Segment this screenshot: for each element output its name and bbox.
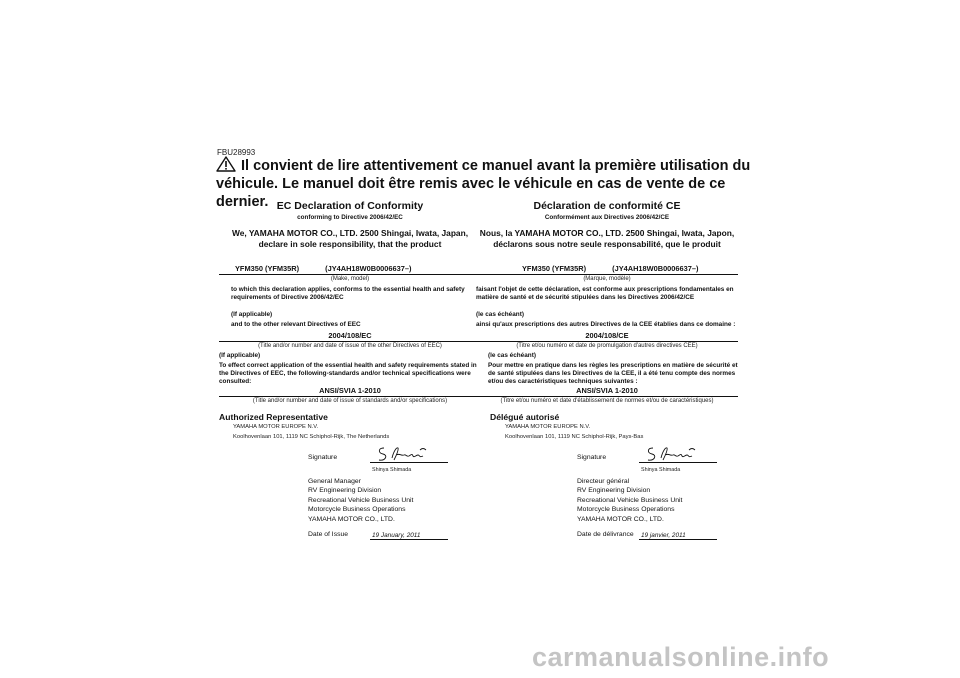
declaration-french [476, 200, 738, 544]
site-watermark: carmanualsonline.info [532, 642, 830, 672]
signature-block [308, 450, 448, 544]
issue-date-row [308, 530, 448, 544]
declarant-line-2: déclarons sous notre seule responsabilité, que le produit [493, 238, 721, 249]
declaration-title: Déclaration de conformité CE [533, 200, 681, 212]
issue-date-line [370, 539, 448, 540]
standard-number: ANSI/SVIA 1-2010 [219, 386, 481, 397]
standard-caption: (Title and/or number and date of issue of standards and/or specifications) [252, 398, 448, 404]
signature-label: Signature [577, 454, 607, 461]
product-caption: (Make, model) [330, 276, 370, 282]
signature-block [577, 450, 717, 544]
product-vin: (JY4AH18W0B0006637–) [612, 264, 699, 273]
issue-date-line [639, 539, 717, 540]
representative-name: YAMAHA MOTOR EUROPE N.V. [505, 424, 591, 430]
signer-role: RV Engineering Division [308, 487, 382, 495]
if-applicable-2: (If applicable) [219, 352, 261, 359]
signer-roles [577, 477, 717, 524]
issue-date-value: 19 janvier, 2011 [641, 532, 686, 540]
if-applicable-1: (If applicable) [231, 311, 273, 318]
signer-role: Motorcycle Business Operations [577, 506, 675, 514]
signature-row [308, 450, 448, 466]
other-directives-text: ainsi qu'aux prescriptions des autres Directives de la CEE établies dans ce domaine : [476, 321, 736, 328]
handwritten-signature-icon [376, 444, 436, 464]
representative-name: YAMAHA MOTOR EUROPE N.V. [233, 424, 319, 430]
signer-role: RV Engineering Division [577, 487, 651, 495]
directive-number: 2004/108/CE [476, 331, 738, 342]
signer-role: Motorcycle Business Operations [308, 506, 406, 514]
product-line [219, 264, 481, 275]
signature-row [577, 450, 717, 466]
representative-title: Délégué autorisé [490, 412, 560, 422]
other-directives-text: and to the other relevant Directives of EEC [231, 321, 361, 328]
declarant-statement [219, 228, 481, 249]
standards-text: Pour mettre en pratique dans les règles les prescriptions en matière de sécurité et de santé stipulées dans les Directives de la CEE, il a été tenu compte des normes et/ou des caractéristiques techniques suivantes : [488, 362, 738, 385]
issue-date-row [577, 530, 717, 544]
applies-text: to which this declaration applies, conforms to the essential health and safety requirements of Directive 2006/42/EC [231, 286, 465, 301]
applies-text: faisant l'objet de cette déclaration, est conforme aux prescriptions fondamentales en matière de santé et de sécurité stipulées dans les Directives 2006/42/CE [476, 286, 734, 301]
signer-role: Recreational Vehicle Business Unit [577, 496, 683, 504]
product-line [476, 264, 738, 275]
representative-address: Koolhovenlaan 101, 1119 NC Schiphol-Rijk, The Netherlands [233, 434, 390, 440]
declarant-statement [476, 228, 738, 249]
standard-caption: (Titre et/ou numéro et date d'établissement de normes et/ou de caractéristiques) [500, 398, 714, 404]
warning-triangle-icon [216, 156, 236, 172]
signer-role: Directeur général [577, 478, 630, 485]
signer-name: Shinya Shimada [372, 467, 412, 473]
representative-address: Koolhovenlaan 101, 1119 NC Schiphol-Rijk, Pays-Bas [505, 434, 644, 440]
document-code: FBU28993 [217, 148, 256, 157]
signer-name: Shinya Shimada [641, 467, 681, 473]
product-vin: (JY4AH18W0B0006637–) [325, 264, 412, 273]
if-applicable-2: (le cas échéant) [488, 352, 536, 359]
declarant-line-1: Nous, la YAMAHA MOTOR CO., LTD. 2500 Shingai, Iwata, Japon, [479, 228, 735, 238]
signature-label: Signature [308, 454, 338, 461]
signer-roles [308, 477, 448, 524]
declaration-subtitle: Conformément aux Directives 2006/42/CE [544, 214, 670, 221]
directive-number: 2004/108/EC [219, 331, 481, 342]
handwritten-signature-icon [645, 444, 705, 464]
directive-caption: (Titre et/ou numéro et date de promulgation d'autres directives CEE) [516, 343, 698, 349]
signer-role: General Manager [308, 478, 361, 485]
signer-role: YAMAHA MOTOR CO., LTD. [308, 515, 395, 523]
representative-title: Authorized Representative [219, 412, 328, 422]
if-applicable-1: (le cas échéant) [476, 311, 524, 318]
directive-caption: (Title and/or number and date of issue of the other Directives of EEC) [258, 343, 442, 349]
signer-role: Recreational Vehicle Business Unit [308, 496, 414, 504]
warning-text: Il convient de lire attentivement ce manuel avant la première utilisation du véhicule. Le manuel doit être remis avec le véhicule en cas de vente de ce dernier. [216, 158, 751, 210]
issue-date-value: 19 January, 2011 [372, 532, 421, 540]
standard-number: ANSI/SVIA 1-2010 [476, 386, 738, 397]
declaration-english [219, 200, 481, 544]
declarant-line-2: declare in sole responsibility, that the product [258, 238, 442, 249]
product-model: YFM350 (YFM35R) [235, 264, 300, 273]
declaration-title: EC Declaration of Conformity [276, 200, 424, 212]
issue-date-label: Date of Issue [308, 531, 349, 539]
declaration-subtitle: conforming to Directive 2006/42/EC [297, 214, 403, 221]
declarant-line-1: We, YAMAHA MOTOR CO., LTD. 2500 Shingai, Iwata, Japan, [231, 228, 469, 238]
standards-text: To effect correct application of the essential health and safety requirements stated in the Directives of EEC, the following-standards and/or technical specifications were consulted: [219, 362, 477, 385]
issue-date-label: Date de délivrance [577, 531, 634, 539]
signer-role: YAMAHA MOTOR CO., LTD. [577, 515, 664, 523]
product-model: YFM350 (YFM35R) [522, 264, 587, 273]
product-caption: (Marque, modèle) [583, 276, 631, 282]
